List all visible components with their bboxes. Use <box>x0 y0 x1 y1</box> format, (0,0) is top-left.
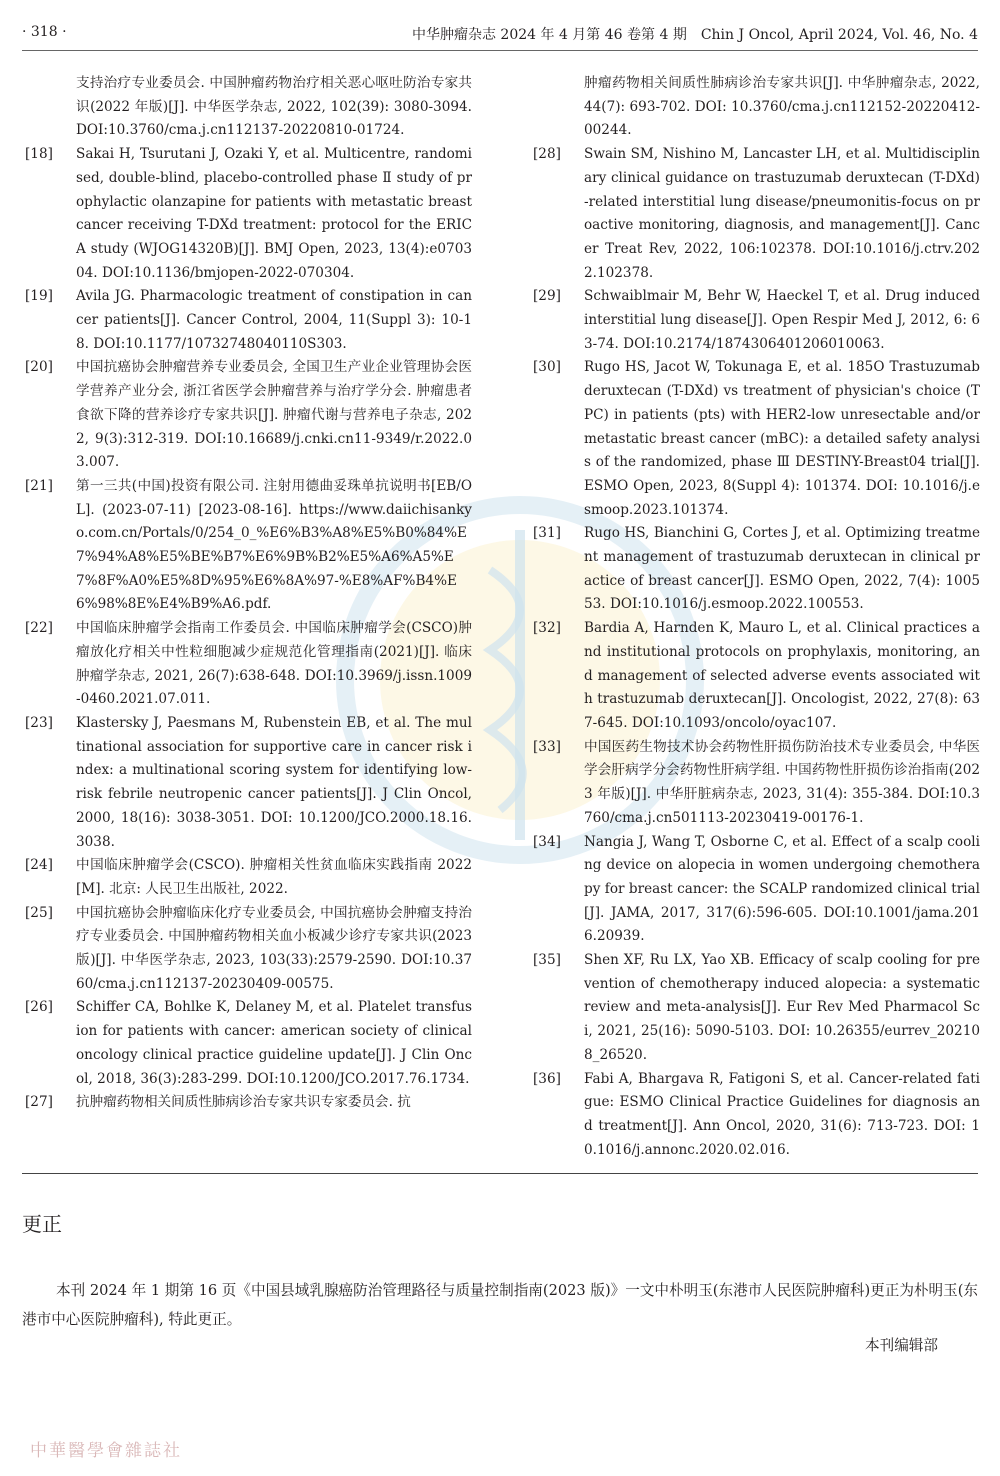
reference-item: [22] 中国临床肿瘤学会指南工作委员会. 中国临床肿瘤学会(CSCO)肿瘤放化疗相关中性粒细胞减少症规范化管理指南(2021)[J]. 临床肿瘤学杂志, 2021, 26(7):638-648. DOI:10.3969/j.issn.1009-0460.2021.07.011. <box>25 620 472 708</box>
page-number: · 318 · <box>22 24 67 40</box>
reference-item: [29] Schwaiblmair M, Behr W, Haeckel T, et al. Drug induced interstitial lung disease[J]. Open Respir Med J, 2012, 6: 63-74. DOI:10.2174/1874306401206010063. <box>533 288 980 352</box>
reference-item: [25] 中国抗癌协会肿瘤临床化疗专业委员会, 中国抗癌协会肿瘤支持治疗专业委员会. 中国肿瘤药物相关血小板减少诊疗专家共识(2023 版)[J]. 中华医学杂志, 2023, 103(33):2579-2590. DOI:10.3760/cma.j.cn112137-20230409-00575. <box>25 904 472 992</box>
reference-item: [35] Shen XF, Ru LX, Yao XB. Efficacy of scalp cooling for prevention of chemotherapy induced alopecia: a systematic review and meta-analysis[J]. Eur Rev Med Pharmacol Sci, 2021, 25(16): 5090-5103. DOI: 10.26355/eurrev_202108_26520. <box>533 952 980 1063</box>
reference-item: [20] 中国抗癌协会肿瘤营养专业委员会, 全国卫生产业企业管理协会医学营养产业分会, 浙江省医学会肿瘤营养与治疗学分会. 肿瘤患者食欲下降的营养诊疗专家共识[J]. 肿瘤代谢与营养电子杂志, 2022, 9(3):312-319. DOI:10.16689/j.cnki.cn11-9349/r.2022.03.007. <box>25 359 472 471</box>
reference-item: [18] Sakai H, Tsurutani J, Ozaki Y, et al. Multicentre, randomised, double-blind, placebo-controlled phase Ⅱ study of prophylactic olanzapine for patients with metastatic breast cancer receiving T-DXd treatment: protocol for the ERICA study (WJOG14320B)[J]. BMJ Open, 2023, 13(4):e070304. DOI:10.1136/bmjopen-2022-070304. <box>25 146 472 281</box>
reference-item: 肿瘤药物相关间质性肺病诊治专家共识[J]. 中华肿瘤杂志, 2022, 44(7): 693-702. DOI: 10.3760/cma.j.cn112152-20220412-00244. <box>584 75 980 139</box>
right-column <box>530 72 980 1162</box>
section-divider <box>22 1173 978 1174</box>
journal-citation: 中华肿瘤杂志 2024 年 4 月第 46 卷第 4 期 Chin J Oncol, April 2024, Vol. 46, No. 4 <box>411 27 978 43</box>
reference-item: [32] Bardia A, Harnden K, Mauro L, et al. Clinical practices and institutional protocols on prophylaxis, monitoring, and management of selected adverse events associated with trastuzumab deruxtecan[J]. Oncologist, 2022, 27(8): 637-645. DOI:10.1093/oncolo/oyac107. <box>533 620 980 731</box>
reference-item: [26] Schiffer CA, Bohlke K, Delaney M, et al. Platelet transfusion for patients with cancer: american society of clinical oncology clinical practice guideline update[J]. J Clin Oncol, 2018, 36(3):283-299. DOI:10.1200/JCO.2017.76.1734. <box>25 999 472 1087</box>
reference-item: [27] 抗肿瘤药物相关间质性肺病诊治专家共识专家委员会. 抗 <box>25 1094 411 1111</box>
reference-item: [36] Fabi A, Bhargava R, Fatigoni S, et al. Cancer-related fatigue: ESMO Clinical Practice Guidelines for diagnosis and treatment[J]. Ann Oncol, 2020, 31(6): 713-723. DOI: 10.1016/j.annonc.2020.02.016. <box>533 1070 980 1158</box>
reference-item: [19] Avila JG. Pharmacologic treatment of constipation in cancer patients[J]. Cancer Control, 2004, 11(Suppl 3): 10-18. DOI:10.1177/10732748040110S303. <box>25 288 472 352</box>
page-header <box>22 22 978 51</box>
reference-item: [24] 中国临床肿瘤学会(CSCO). 肿瘤相关性贫血临床实践指南 2022[M]. 北京: 人民卫生出版社, 2022. <box>25 857 472 897</box>
publisher-logo: 中華醫學會雜誌社 <box>30 1441 182 1461</box>
correction-signature: 本刊编辑部 <box>865 1337 938 1354</box>
left-column <box>22 72 472 1115</box>
reference-item: [23] Klastersky J, Paesmans M, Rubenstein EB, et al. The multinational association for supportive care in cancer risk index: a multinational scoring system for identifying low-risk febrile neutropenic cancer patients[J]. J Clin Oncol, 2000, 18(16): 3038-3051. DOI: 10.1200/JCO.2000.18.16.3038. <box>25 714 472 850</box>
reference-item: [21] 第一三共(中国)投资有限公司. 注射用德曲妥珠单抗说明书[EB/OL]. (2023-07-11) [2023-08-16]. https://www.daiichisankyo.com.cn/Portals/0/254_0_%E6%B3%A8%E5%B0%84%E7%94%A8%E5%BE%B7%E6%9B%B2%E5%A6%A5%E7%8F%A0%E5%8D%95%E6%8A%97-%E8%AF%B4%E6%98%8E%E4%B9%A6.pdf. <box>25 477 472 613</box>
reference-item: [34] Nangia J, Wang T, Osborne C, et al. Effect of a scalp cooling device on alopecia in women undergoing chemotherapy for breast cancer: the SCALP randomized clinical trial[J]. JAMA, 2017, 317(6):596-605. DOI:10.1001/jama.2016.20939. <box>533 833 980 945</box>
correction-text: 本刊 2024 年 1 期第 16 页《中国县域乳腺癌防治管理路径与质量控制指南(2023 版)》一文中朴明玉(东港市人民医院肿瘤科)更正为朴明玉(东港市中心医院肿瘤科), 特此更正。 <box>22 1282 978 1328</box>
reference-item: [33] 中国医药生物技术协会药物性肝损伤防治技术专业委员会, 中华医学会肝病学分会药物性肝病学组. 中国药物性肝损伤诊治指南(2023 年版)[J]. 中华肝脏病杂志, 2023, 31(4): 355-384. DOI:10.3760/cma.j.cn501113-20230419-00176-1. <box>533 738 980 826</box>
reference-item: [31] Rugo HS, Bianchini G, Cortes J, et al. Optimizing treatment management of trastuzumab deruxtecan in clinical practice of breast cancer[J]. ESMO Open, 2022, 7(4): 100553. DOI:10.1016/j.esmoop.2022.100553. <box>533 525 980 613</box>
reference-item: [30] Rugo HS, Jacot W, Tokunaga E, et al. 185O Trastuzumab deruxtecan (T-DXd) vs treatment of physician's choice (TPC) in patients (pts) with HER2-low unresectable and/or metastatic breast cancer (mBC): a detailed safety analysis of the randomized, phase Ⅲ DESTINY-Breast04 trial[J]. ESMO Open, 2023, 8(Suppl 4): 101374. DOI: 10.1016/j.esmoop.2023.101374. <box>533 359 980 518</box>
reference-item: 支持治疗专业委员会. 中国肿瘤药物治疗相关恶心呕吐防治专家共识(2022 年版)[J]. 中华医学杂志, 2022, 102(39): 3080-3094. DOI:10.3760/cma.j.cn112137-20220810-01724. <box>76 75 472 139</box>
reference-item: [28] Swain SM, Nishino M, Lancaster LH, et al. Multidisciplinary clinical guidance on trastuzumab deruxtecan (T-DXd)-related interstitial lung disease/pneumonitis-focus on proactive monitoring, diagnosis, and management[J]. Cancer Treat Rev, 2022, 106:102378. DOI:10.1016/j.ctrv.2022.102378. <box>533 146 980 281</box>
correction-title: 更正 <box>22 1212 62 1236</box>
